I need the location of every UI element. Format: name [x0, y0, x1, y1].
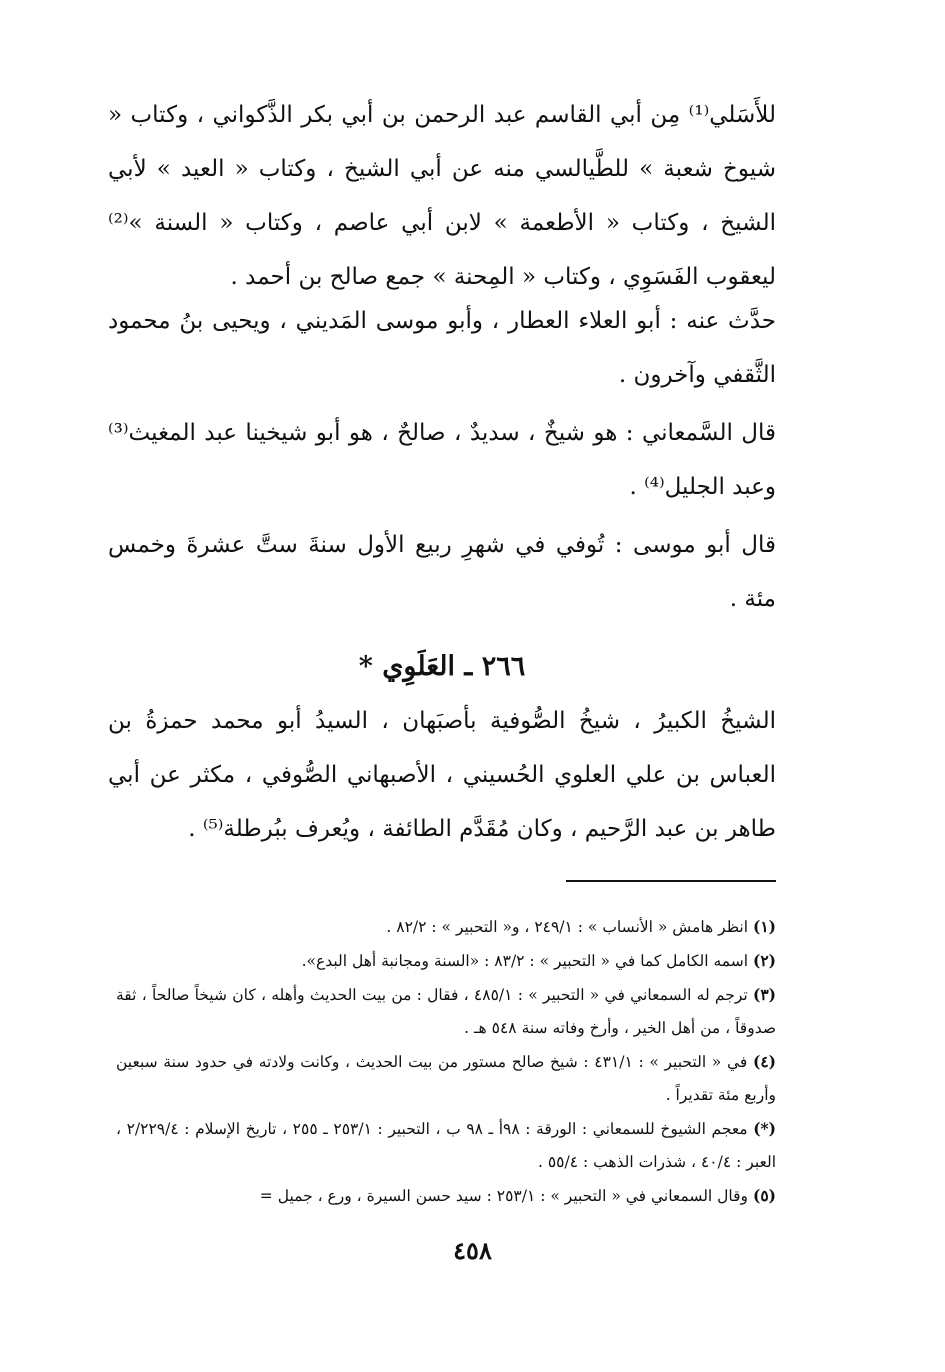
footnote-number: (٢): [752, 951, 776, 970]
entry-title: ٢٦٦ ـ العَلَوِي *: [358, 651, 526, 682]
page-number: ٤٥٨: [453, 1236, 492, 1265]
footnote-text: معجم الشيوخ للسمعاني : الورقة : ٩٨أ ـ ٩٨ ب ، التحبير : ٢٥٣/١ ـ ٢٥٥ ، تاريخ الإسلام : ٢/٢٢٩/٤ ، العبر : ٤٠/٤ ، شذرات الذهب : ٥٥/٤ .: [116, 1120, 776, 1171]
paragraph-samani: قال السَّمعاني : هو شيخٌ ، سديدٌ ، صالحٌ ، هو أبو شيخينا عبد المغيث⁽³⁾ وعبد الجليل⁽⁴⁾ .: [108, 420, 776, 500]
footnote-number: (*): [753, 1119, 776, 1138]
paragraph-death: قال أبو موسى : تُوفي في شهرِ ربيع الأول سنةَ ستَّ عشرةَ وخمس مئة .: [108, 532, 776, 612]
footnotes: [116, 910, 776, 1213]
paragraph-books: للأَسَلي⁽¹⁾ مِن أبي القاسم عبد الرحمن بن أبي بكر الذَّكواني ، وكتاب « شيوخ شعبة » للطَّيالسي منه عن أبي الشيخ ، وكتاب « العيد » لأبي الشيخ ، وكتاب « الأطعمة » لابن أبي عاصم ، وكتاب « السنة »⁽²⁾ ليعقوب الفَسَوِي ، وكتاب « المِحنة » جمع صالح بن أحمد .: [108, 102, 776, 290]
footnote-number: (٥): [752, 1186, 776, 1205]
footnote-item: [116, 1112, 776, 1179]
footnote-item: [116, 944, 776, 978]
footnote-text: انظر هامش « الأنساب » : ٢٤٩/١ ، و« التحبير » : ٨٢/٢ .: [386, 918, 749, 936]
footnote-text: في « التحبير » : ٤٣١/١ : شيخ صالح مستور من بيت الحديث ، وكانت ولادته في حدود سنة سبعين وأربع مئة تقديراً .: [116, 1053, 776, 1104]
footnote-item: [116, 1045, 776, 1112]
footnote-text: اسمه الكامل كما في « التحبير » : ٨٣/٢ : «السنة ومجانبة أهل البدع».: [301, 952, 749, 970]
footnote-item: [116, 978, 776, 1045]
paragraph-narrators: حدَّث عنه : أبو العلاء العطار ، وأبو موسى المَديني ، ويحيى بنُ محمود الثَّقفي وآخرون .: [108, 308, 776, 388]
footnote-number: (١): [752, 917, 776, 936]
footnote-text: وقال السمعاني في « التحبير » : ٢٥٣/١ : سيد حسن السيرة ، ورع ، جميل =: [259, 1187, 749, 1205]
paragraph-alawi-bio: الشيخُ الكبيرُ ، شيخُ الصُّوفية بأصبَهان ، السيدُ أبو محمد حمزةُ بن العباس بن علي العلوي الحُسيني ، الأصبهاني الصُّوفي ، مكثر عن أبي طاهر بن عبد الرَّحيم ، وكان مُقَدَّم الطائفة ، ويُعرف ببُرطلة⁽⁵⁾ .: [108, 708, 777, 842]
footnote-separator: [566, 880, 776, 882]
footnote-text: ترجم له السمعاني في « التحبير » : ٤٨٥/١ ، فقال : من بيت الحديث وأهله ، كان شيخاً صالحاً ، ثقة صدوقاً ، من أهل الخير ، وأرخ وفاته سنة ٥٤٨ هـ .: [116, 986, 776, 1037]
footnote-item: [116, 1179, 776, 1213]
footnote-number: (٣): [752, 985, 776, 1004]
footnote-number: (٤): [752, 1052, 776, 1071]
footnote-item: [116, 910, 776, 944]
